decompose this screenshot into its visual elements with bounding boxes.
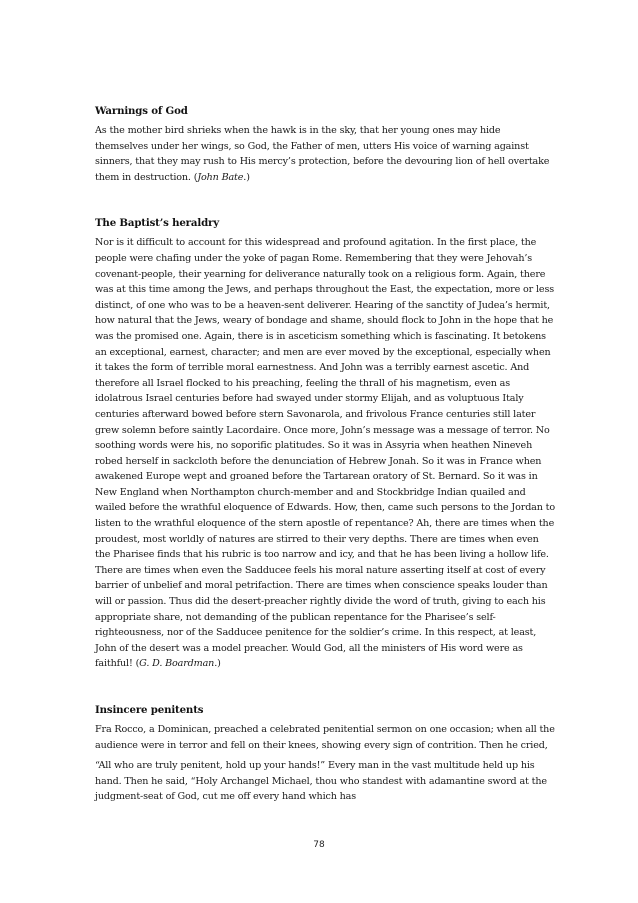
paragraph xyxy=(95,722,555,753)
section-heading: Warnings of God xyxy=(95,105,188,117)
paragraph-text-end: ) xyxy=(217,658,221,670)
section-heading: Insincere penitents xyxy=(95,704,204,716)
paragraph-text: As the mother bird shrieks when the hawk is in the sky, that her young ones may hide themselves under her wings, so God, the Father of men, utters His voice of warning against sinners, that they may rush to His mercy’s protection, before the devouring lion of hell overtake them in destruction. ( xyxy=(95,125,550,183)
paragraph xyxy=(95,758,555,805)
page-number: 78 xyxy=(313,840,325,850)
attribution: John Bate. xyxy=(197,171,247,183)
section-baptists-heraldry xyxy=(95,216,555,672)
paragraph-text: Fra Rocco, a Dominican, preached a celebrated penitential sermon on one occasion; when all the audience were in terror and fell on their knees, showing every sign of contrition. Then he cried, xyxy=(95,724,555,751)
page-content xyxy=(95,104,555,805)
section-warnings-of-god xyxy=(95,104,555,185)
paragraph xyxy=(95,235,555,672)
section-heading: The Baptist’s heraldry xyxy=(95,217,220,230)
attribution: G. D. Boardman. xyxy=(139,658,218,670)
paragraph-text: “All who are truly penitent, hold up your hands!” Every man in the vast multitude held up his hand. Then he said, “Holy Archangel Michael, thou who standest with adamantine sword at the judgment-seat of God, cut me off every hand which has xyxy=(95,760,547,803)
paragraph-text-end: ) xyxy=(246,171,250,183)
paragraph-text: Nor is it difficult to account for this widespread and profound agitation. In the first place, the people were chafing under the yoke of pagan Rome. Remembering that they were Jehovah’s covenant-people, their yearning for deliverance naturally took on a religious form. Again, there was at this time among the Jews, and perhaps throughout the East, the expectation, more or less distinct, of one who was to be a heaven-sent deliverer. Hearing of the sanctity of Judea’s hermit, how natural that the Jews, weary of bondage and shame, should flock to John in the hope that he was the promised one. Again, there is in asceticism something which is fascinating. It betokens an exceptional, earnest, character; and men are ever moved by the exceptional, especially when it takes the form of terrible moral earnestness. And John was a terribly earnest ascetic. And therefore all Israel flocked to his preaching, feeling the thrall of his magnetism, even as idolatrous Israel centuries before had swayed under stormy Elijah, and as voluptuous Italy centuries afterward bowed before stern Savonarola, and frivolous France centuries still later grew solemn before saintly Lacordaire. Once more, John’s message was a message of terror. No soothing words were his, no soporific platitudes. So it was in Assyria when heathen Nineveh robed herself in sackcloth before the denunciation of Hebrew Jonah. So it was in France when awakened Europe wept and groaned before the Tartarean oratory of St. Bernard. So it was in New England when Northampton church-member and and Stockbridge Indian quailed and wailed before the wrathful eloquence of Edwards. How, then, came such persons to the Jordan to listen to the wrathful eloquence of the stern apostle of repentance? Ah, there are times when the proudest, most worldly of natures are stirred to their very depths. There are times when even the Pharisee finds that his rubric is too narrow and icy, and that he has been living a hollow life. There are times when even the Sadducee feels his moral nature asserting itself at cost of every barrier of unbelief and moral petrifaction. There are times when conscience speaks louder than will or passion. Thus did the desert-preacher rightly divide the word of truth, giving to each his appropriate share, not demanding of the publican repentance for the Pharisee’s self-righteousness, nor of the Sadducee penitence for the soldier’s crime. In this respect, at least, John of the desert was a model preacher. Would God, all the ministers of His word were as faithful! ( xyxy=(95,237,556,670)
paragraph xyxy=(95,123,555,185)
section-insincere-penitents xyxy=(95,703,555,805)
